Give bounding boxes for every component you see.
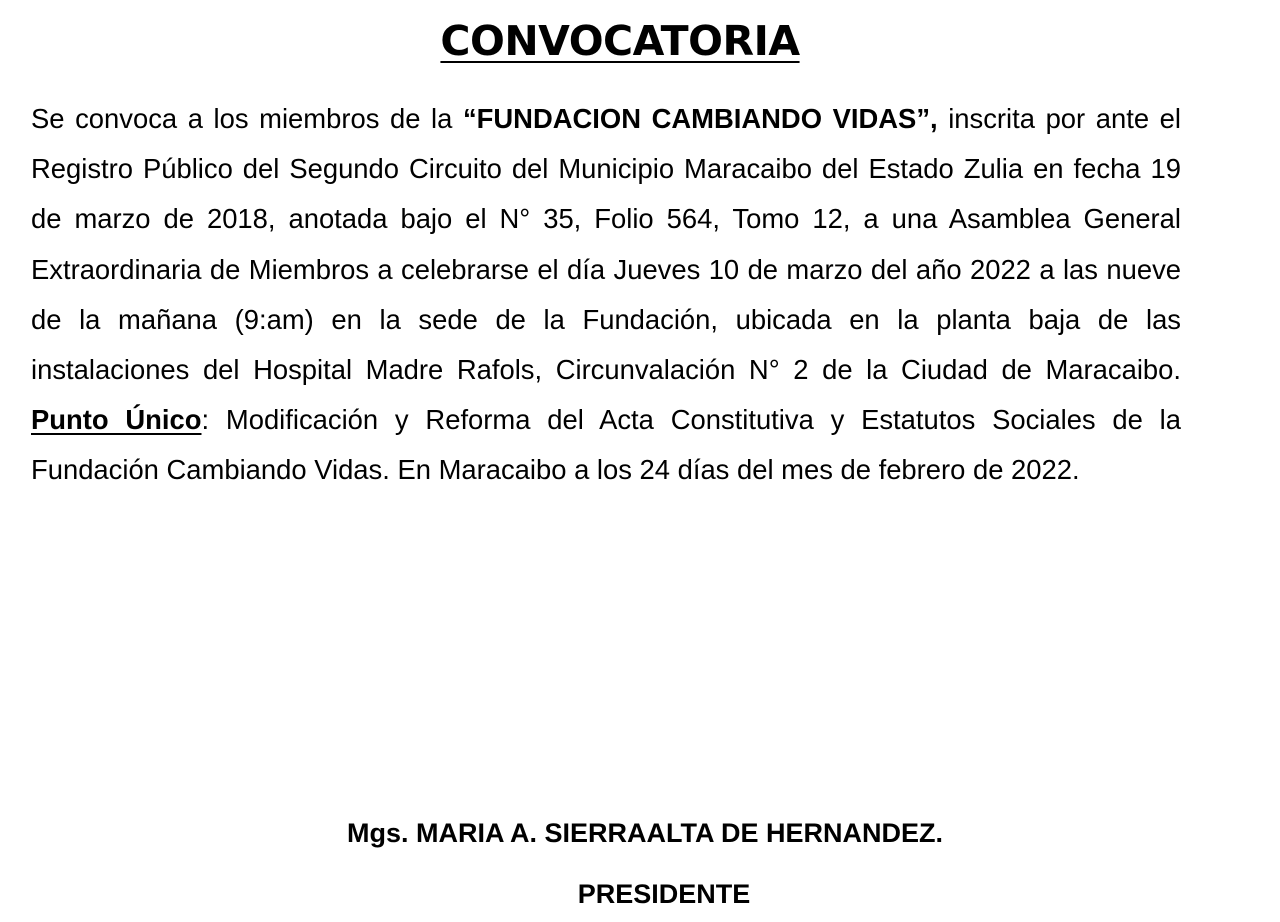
organization-name: “FUNDACION CAMBIANDO VIDAS”, <box>462 103 938 134</box>
document-title-text: CONVOCATORIA <box>440 17 800 65</box>
document-title <box>0 14 1240 68</box>
paragraph-details: inscrita por ante el Registro Público del Segundo Circuito del Municipio Maracaibo del Estado Zulia en fecha 19 de marzo de 2018, anotada bajo el N° 35, Folio 564, Tomo 12, a una Asamblea General Extraordinaria de Miembros a celebrarse el día Jueves 10 de marzo del año 2022 a las nueve de la mañana (9:am) en la sede de la Fundación, ubicada en la planta baja de las instalaciones del Hospital Madre Rafols, Circunvalación N° 2 de la Ciudad de Maracaibo. <box>31 103 1181 386</box>
signatory-role: PRESIDENTE <box>577 879 751 909</box>
point-label: Punto Único <box>31 404 202 436</box>
convocation-paragraph <box>31 94 1181 496</box>
paragraph-intro: Se convoca a los miembros de la <box>31 103 463 134</box>
point-text: : Modificación y Reforma del Acta Constitutiva y Estatutos Sociales de la Fundación Cambiando Vidas. En Maracaibo a los 24 días del mes de febrero de 2022. <box>31 404 1182 486</box>
signatory-name: Mgs. MARIA A. SIERRAALTA DE HERNANDEZ. <box>347 818 943 848</box>
